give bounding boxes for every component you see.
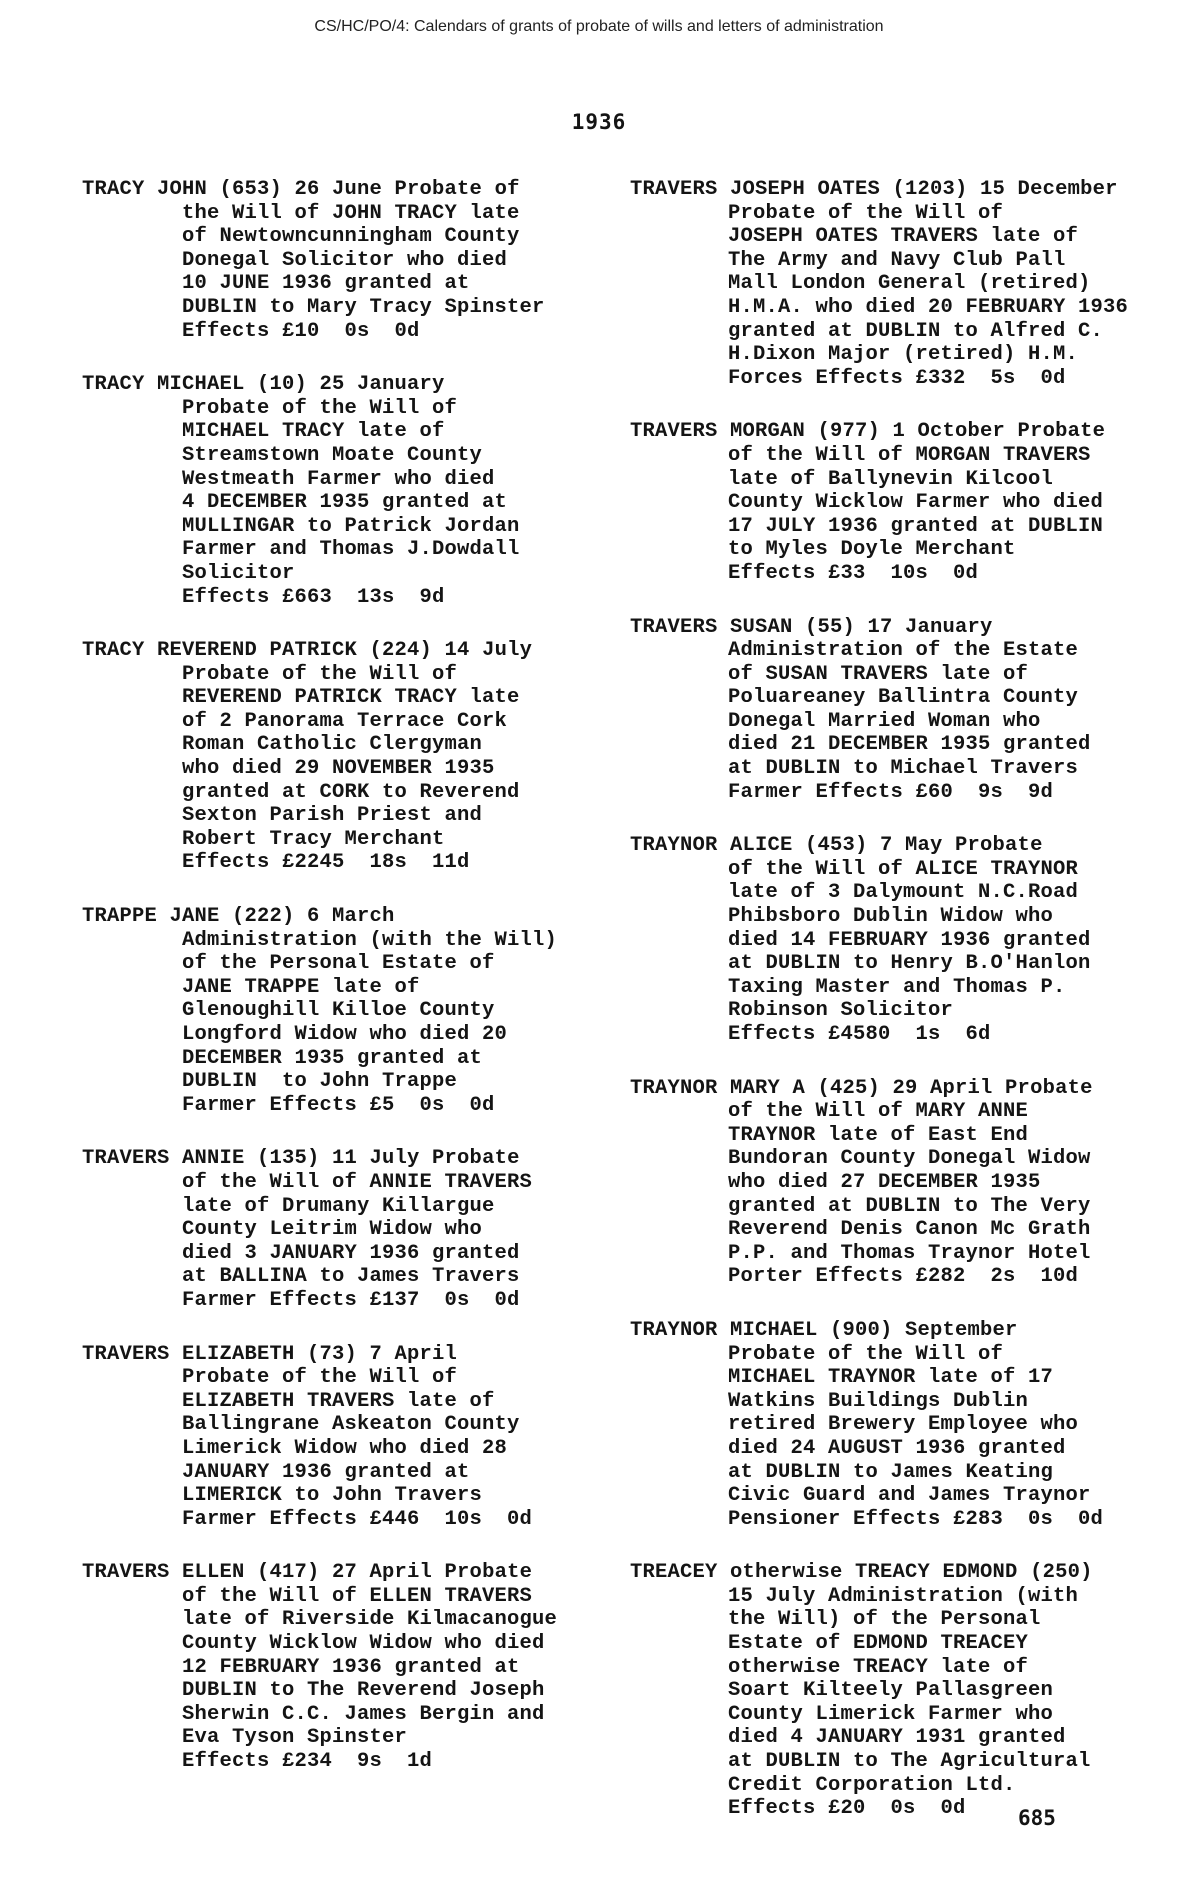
entry-tracy-reverend-patrick	[82, 639, 602, 875]
entry-line: MICHAEL TRAYNOR late of 17	[728, 1366, 1054, 1390]
entry-line: Eva Tyson Spinster	[182, 1726, 408, 1750]
entry-line: Pensioner Effects £283 0s 0d	[728, 1507, 1104, 1531]
entry-line: Streamstown Moate County	[182, 443, 483, 467]
entry-line: Farmer Effects £60 9s 9d	[728, 780, 1054, 804]
entry-line: Limerick Widow who died 28	[182, 1436, 508, 1460]
entry-line: Effects £20 0s 0d	[728, 1797, 966, 1821]
page-header: CS/HC/PO/4: Calendars of grants of probate of wills and letters of administration	[314, 18, 884, 35]
entry-line: TRAVERS SUSAN (55) 17 January	[630, 615, 993, 639]
entry-line: JOSEPH OATES TRAVERS late of	[728, 225, 1079, 249]
entry-line: Taxing Master and Thomas P.	[728, 975, 1066, 999]
entry-line: late of Riverside Kilmacanogue	[182, 1608, 558, 1632]
entry-line: 10 JUNE 1936 granted at	[182, 272, 470, 296]
entry-line: Poluareaney Ballintra County	[728, 686, 1079, 710]
entry-line: who died 29 NOVEMBER 1935	[182, 757, 495, 781]
entry-line: the Will) of the Personal	[728, 1608, 1041, 1632]
entry-line: at DUBLIN to James Keating	[728, 1460, 1054, 1484]
entry-travers-ellen	[82, 1561, 602, 1773]
entry-line: Robert Tracy Merchant	[182, 827, 445, 851]
left-column	[82, 178, 602, 1804]
entry-line: Watkins Buildings Dublin	[728, 1389, 1029, 1413]
entry-line: Mall London General (retired)	[728, 272, 1091, 296]
entry-line: Farmer Effects £446 10s 0d	[182, 1507, 533, 1531]
entry-line: JANE TRAPPE late of	[182, 975, 420, 999]
entry-line: Sherwin C.C. James Bergin and	[182, 1702, 545, 1726]
entry-line: of the Will of MARY ANNE	[728, 1100, 1029, 1124]
entry-line: at DUBLIN to Michael Travers	[728, 757, 1079, 781]
entry-line: of the Will of MORGAN TRAVERS	[728, 443, 1091, 467]
entry-line: Probate of the Will of	[182, 396, 458, 420]
page-year: 1936	[571, 110, 627, 134]
entry-line: Credit Corporation Ltd.	[728, 1773, 1016, 1797]
entry-line: Donegal Married Woman who	[728, 709, 1041, 733]
entry-line: Estate of EDMOND TREACEY	[728, 1632, 1029, 1656]
entry-line: Westmeath Farmer who died	[182, 467, 495, 491]
entry-line: Soart Kilteely Pallasgreen	[728, 1679, 1054, 1703]
entry-line: TRACY JOHN (653) 26 June Probate of	[82, 178, 520, 201]
entry-line: TRAYNOR ALICE (453) 7 May Probate	[630, 834, 1043, 858]
entry-line: Farmer Effects £5 0s 0d	[182, 1093, 495, 1117]
entry-line: at DUBLIN to The Agricultural	[728, 1750, 1091, 1774]
entry-line: 12 FEBRUARY 1936 granted at	[182, 1655, 520, 1679]
entry-line: died 21 DECEMBER 1935 granted	[728, 733, 1091, 757]
entry-line: the Will of JOHN TRACY late	[182, 201, 520, 225]
entry-line: 15 July Administration (with	[728, 1584, 1079, 1608]
entry-line: Administration of the Estate	[728, 639, 1079, 663]
entry-line: Effects £2245 18s 11d	[182, 851, 470, 875]
entry-line: at BALLINA to James Travers	[182, 1265, 520, 1289]
entry-line: Glenoughill Killoe County	[182, 999, 495, 1023]
entry-traynor-mary-a	[630, 1077, 1190, 1289]
entry-line: REVEREND PATRICK TRACY late	[182, 686, 520, 710]
entry-line: granted at DUBLIN to The Very	[728, 1194, 1091, 1218]
entry-line: Effects £234 9s 1d	[182, 1750, 433, 1774]
entry-line: Solicitor	[182, 561, 295, 585]
entry-travers-morgan	[630, 420, 1190, 585]
entry-line: County Wicklow Farmer who died	[728, 491, 1104, 515]
entry-treacey-edmond	[630, 1561, 1190, 1821]
entry-line: retired Brewery Employee who	[728, 1413, 1079, 1437]
entry-line: TRACY MICHAEL (10) 25 January	[82, 373, 445, 397]
entry-line: H.Dixon Major (retired) H.M.	[728, 343, 1079, 367]
entry-line: late of Drumany Killargue	[182, 1194, 495, 1218]
entry-line: Longford Widow who died 20	[182, 1023, 508, 1046]
entry-line: Farmer and Thomas J.Dowdall	[182, 538, 520, 562]
entry-line: County Leitrim Widow who	[182, 1218, 483, 1242]
entry-travers-annie	[82, 1147, 602, 1312]
entry-line: DUBLIN to The Reverend Joseph	[182, 1679, 545, 1703]
right-column	[630, 178, 1190, 1851]
entry-line: ELIZABETH TRAVERS late of	[182, 1389, 495, 1413]
entry-tracy-john	[82, 178, 602, 343]
entry-trappe-jane	[82, 905, 602, 1117]
entry-line: at DUBLIN to Henry B.O'Hanlon	[728, 952, 1091, 976]
entry-line: to Myles Doyle Merchant	[728, 538, 1016, 562]
entry-line: late of Ballynevin Kilcool	[728, 467, 1054, 491]
entry-travers-joseph-oates	[630, 178, 1190, 390]
entry-line: granted at DUBLIN to Alfred C.	[728, 319, 1104, 343]
entry-line: DUBLIN to Mary Tracy Spinster	[182, 295, 545, 319]
entry-line: The Army and Navy Club Pall	[728, 248, 1066, 272]
entry-travers-elizabeth	[82, 1343, 602, 1532]
entry-line: Porter Effects £282 2s 10d	[728, 1265, 1079, 1289]
entry-line: JANUARY 1936 granted at	[182, 1460, 470, 1484]
entry-line: Forces Effects £332 5s 0d	[728, 366, 1066, 390]
entry-line: Administration (with the Will)	[182, 928, 558, 952]
entry-line: Effects £663 13s 9d	[182, 585, 445, 609]
entry-line: Ballingrane Askeaton County	[182, 1413, 520, 1437]
entry-line: died 4 JANUARY 1931 granted	[728, 1726, 1066, 1750]
entry-line: Sexton Parish Priest and	[182, 804, 483, 828]
entry-traynor-michael	[630, 1319, 1190, 1531]
entry-line: P.P. and Thomas Traynor Hotel	[728, 1241, 1091, 1265]
entry-line: MULLINGAR to Patrick Jordan	[182, 514, 520, 538]
entry-line: Effects £33 10s 0d	[728, 561, 979, 585]
entry-line: County Wicklow Widow who died	[182, 1632, 545, 1656]
entry-line: Farmer Effects £137 0s 0d	[182, 1288, 520, 1312]
page-number: 685	[1018, 1806, 1056, 1830]
entry-line: County Limerick Farmer who	[728, 1702, 1054, 1726]
entry-line: Bundoran County Donegal Widow	[728, 1147, 1091, 1171]
entry-line: died 14 FEBRUARY 1936 granted	[728, 928, 1091, 952]
entry-line: Donegal Solicitor who died	[182, 248, 508, 272]
entry-line: Effects £10 0s 0d	[182, 319, 420, 343]
entry-line: DECEMBER 1935 granted at	[182, 1046, 483, 1070]
entry-line: TRAYNOR late of East End	[728, 1123, 1029, 1147]
entry-traynor-alice	[630, 834, 1190, 1046]
entry-line: died 3 JANUARY 1936 granted	[182, 1241, 520, 1265]
entry-line: late of 3 Dalymount N.C.Road	[728, 881, 1079, 905]
entry-line: died 24 AUGUST 1936 granted	[728, 1436, 1066, 1460]
entry-line: H.M.A. who died 20 FEBRUARY 1936	[728, 295, 1129, 319]
entry-line: of the Will of ALICE TRAYNOR	[728, 857, 1079, 881]
entry-line: TRACY REVEREND PATRICK (224) 14 July	[82, 639, 533, 663]
entry-line: MICHAEL TRACY late of	[182, 420, 445, 444]
entry-line: 17 JULY 1936 granted at DUBLIN	[728, 514, 1104, 538]
entry-line: Probate of the Will of	[728, 1342, 1004, 1366]
entry-line: TRAVERS JOSEPH OATES (1203) 15 December	[630, 178, 1118, 201]
entry-line: of Newtowncunningham County	[182, 225, 520, 249]
entry-line: of the Will of ELLEN TRAVERS	[182, 1584, 533, 1608]
entry-line: TRAVERS ELIZABETH (73) 7 April	[82, 1342, 458, 1366]
entry-line: TRAVERS ELLEN (417) 27 April Probate	[82, 1561, 533, 1585]
entry-line: TRAPPE JANE (222) 6 March	[82, 905, 395, 929]
entry-line: LIMERICK to John Travers	[182, 1484, 483, 1508]
entry-line: Probate of the Will of	[182, 662, 458, 686]
entry-line: 4 DECEMBER 1935 granted at	[182, 491, 508, 515]
entry-line: Reverend Denis Canon Mc Grath	[728, 1218, 1091, 1242]
entry-line: Probate of the Will of	[182, 1366, 458, 1390]
entry-line: TRAYNOR MARY A (425) 29 April Probate	[630, 1076, 1093, 1100]
entry-line: Probate of the Will of	[728, 201, 1004, 225]
entry-line: Robinson Solicitor	[728, 999, 954, 1023]
entry-line: of 2 Panorama Terrace Cork	[182, 709, 508, 733]
entry-line: Roman Catholic Clergyman	[182, 733, 483, 757]
entry-line: who died 27 DECEMBER 1935	[728, 1170, 1041, 1194]
entry-line: of SUSAN TRAVERS late of	[728, 662, 1029, 686]
entry-tracy-michael	[82, 373, 602, 609]
entry-line: Effects £4580 1s 6d	[728, 1023, 991, 1046]
entry-line: otherwise TREACY late of	[728, 1655, 1029, 1679]
entry-line: Phibsboro Dublin Widow who	[728, 905, 1054, 929]
entry-line: Civic Guard and James Traynor	[728, 1484, 1091, 1508]
entry-line: DUBLIN to John Trappe	[182, 1070, 458, 1094]
entry-line: of the Personal Estate of	[182, 952, 495, 976]
entry-line: of the Will of ANNIE TRAVERS	[182, 1170, 533, 1194]
entry-travers-susan	[630, 616, 1190, 805]
entry-line: TRAVERS MORGAN (977) 1 October Probate	[630, 420, 1106, 444]
entry-line: TRAYNOR MICHAEL (900) September	[630, 1318, 1018, 1342]
entry-line: TRAVERS ANNIE (135) 11 July Probate	[82, 1147, 520, 1171]
entry-line: granted at CORK to Reverend	[182, 780, 520, 804]
entry-line: TREACEY otherwise TREACY EDMOND (250)	[630, 1561, 1093, 1585]
